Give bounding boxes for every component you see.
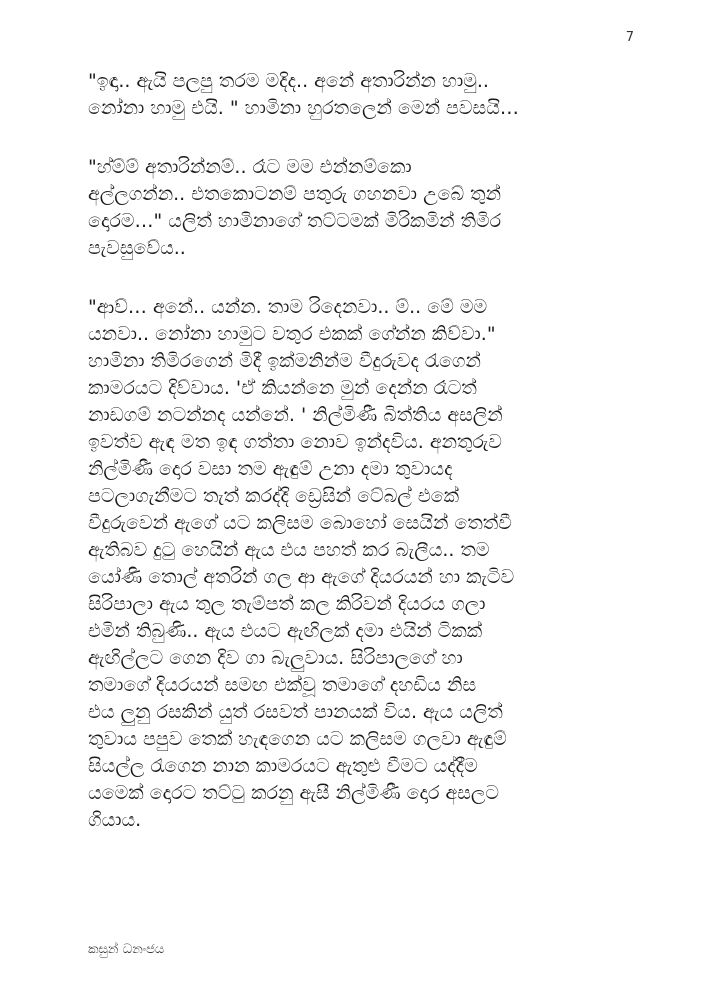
text-line: ඇඟිල්ලට ගෙන දිව ගා බැලුවාය. සිරිපාලගේ හා [88,647,463,669]
text-line: පටලාගැනීමට තැත් කරද්දි ඩ්‍රෙසින් ටේබල් එකේ [88,485,460,507]
text-line: තමාගේ දියරයන් සමඟ එක්වූ තමාගේ දහඩිය නිස [88,674,477,696]
text-line: කාමරයට දිව්වාය. 'ඒ කියන්නෙ මුන් දෙන්න රෑටත් [88,377,477,399]
text-line: යෝණි තොල් අතරින් ගල ආ ඇගේ දියරයන් හා කැටිව [88,566,515,588]
paragraph-2 [88,154,648,262]
text-line: සියල්ල රැගෙන නාන කාමරයට ඇතුළු වීමට යද්දීම [88,755,478,777]
text-line: එය ලුනු රසකින් යුත් රසවත් පානයක් විය. ඇය යලිත් [88,701,503,723]
text-line: යමෙක් දොරට තට්ටු කරනු ඇසී නිල්මිණී දොර අසලට [88,782,500,804]
text-line: නෝනා හාමු එයි. " හාමිනා හුරතලෙන් මෙන් පවසයි… [88,97,519,119]
text-line: අල්ලගන්න.. එතකොටනම් පතුරු ගහනවා උබේ තුන් [88,183,502,205]
page-content [88,68,648,866]
text-line: ගියාය. [88,809,142,831]
text-line: දොරම…" යලිත් හාමිනාගේ තට්ටමක් මිරිකමින් තිමිර [88,210,502,232]
text-line: වීදුරුවෙන් ඇගේ යට කලිසම බොහෝ සෙයින් තෙත්වී [88,512,512,534]
text-line: "ඉඳා.. ඇයි පලපු තරම මදිද.. අනේ අතාරින්න හාමු.. [88,70,489,92]
paragraph-3 [88,294,648,834]
text-line: ඉවත්ව ඇඳ මත ඉඳ ගත්තා නොව ඉන්දවිය. අනතුරුව [88,431,502,453]
text-line: නාඩගම් නටන්නද යන්නේ. ' නිල්මිණී බිත්තිය අසලින් [88,404,503,426]
paragraph-1 [88,68,648,122]
text-line: පැවසුවේය.. [88,237,186,259]
text-line: හාමිනා තිමිරගෙන් මිදී ඉක්මනින්ම වීදුරුවද රැගෙන් [88,350,481,372]
text-line: ඇතිබව දුටු හෙයින් ඇය එය පහත් කර බැලීය.. තම [88,539,490,561]
text-line: තුවාය පපුව තෙක් හැඳගෙන යට කලිසම ගලවා ඇඳුම් [88,728,507,750]
text-line: යනවා.. නෝනා හාමුට වතුර එකක් ගේන්න කිව්වා." [88,323,496,345]
text-line: එමින් තිබුණි.. ඇය එයට ඇඟිලක් දමා එයින් ටිකක් [88,620,483,642]
text-line: "හ්ම්ම් අතාරින්නම්.. රෑට මම එන්නම්කො [88,156,412,178]
text-line: "ආව්… අනේ.. යන්න. තාම රිදෙනවා.. ම්.. මේ මම [88,296,488,318]
text-line: නිල්මිණී දොර වසා තම ඇඳුම් උනා දමා තුවායද [88,458,453,480]
footer-author: කසුන් ධනංජය [88,942,165,957]
page-number: 7 [625,30,634,45]
text-line: සිරිපාලා ඇය තුල තැම්පත් කල කිරිවන් දියරය ගලා [88,593,486,615]
